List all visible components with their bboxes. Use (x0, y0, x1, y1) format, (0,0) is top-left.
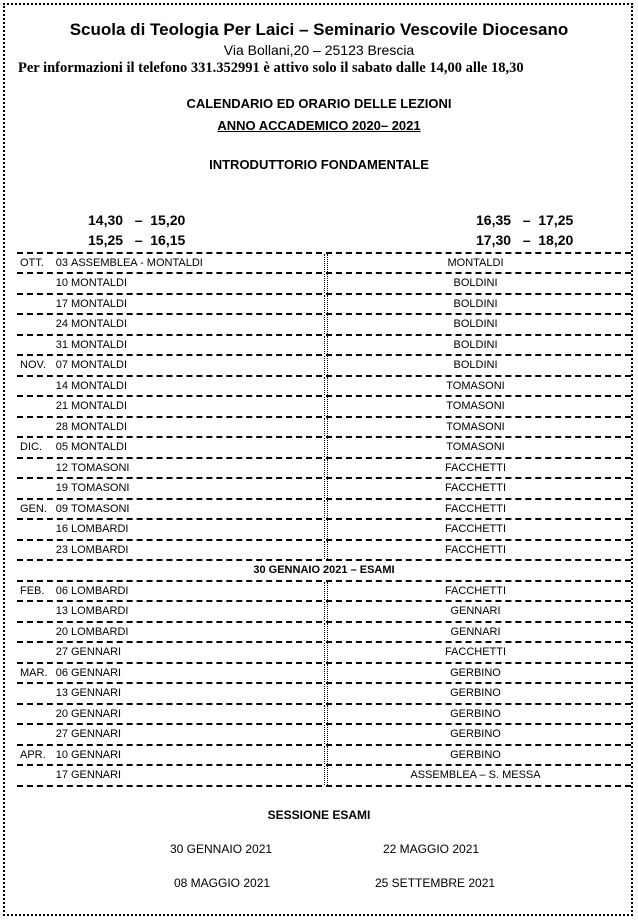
schedule-row (17, 459, 631, 480)
day-number: 10 (55, 748, 68, 761)
day-number: 17 (55, 297, 68, 310)
first-slot-teacher: MONTALDI (71, 338, 128, 351)
day-number: 10 (55, 277, 68, 289)
month-label: OTT. (20, 257, 44, 269)
day-number: 28 (55, 420, 68, 433)
day-number: 03 (55, 257, 68, 269)
month-label: APR. (20, 748, 46, 761)
second-slot-teacher: BOLDINI (453, 338, 498, 351)
first-slot-teacher: GENNARI (71, 687, 122, 699)
second-slot-teacher: TOMASONI (446, 420, 505, 433)
first-slot-teacher: MONTALDI (71, 359, 128, 371)
time-slot-right-2: 17,30 – 18,20 (476, 232, 574, 248)
schedule-row (17, 252, 631, 274)
exam-label: 30 GENNAIO 2021 – ESAMI (253, 564, 395, 576)
first-slot-teacher: LOMBARDI (71, 584, 129, 597)
exam-date: 25 SETTEMBRE 2021 (375, 876, 496, 890)
schedule-row (17, 500, 631, 521)
exam-session-title: SESSIONE ESAMI (267, 808, 371, 822)
month-label: DIC. (20, 441, 42, 453)
first-slot-teacher: MONTALDI (71, 318, 128, 330)
schedule-row (17, 418, 631, 439)
schedule-row (17, 295, 631, 316)
first-slot-teacher: GENNARI (71, 748, 122, 761)
academic-year-text: ANNO ACCADEMICO 2020– 2021 (217, 118, 421, 133)
schedule-row (17, 315, 631, 336)
second-slot-teacher: FACCHETTI (444, 461, 507, 474)
first-slot-teacher: GENNARI (71, 707, 122, 720)
schedule-row (17, 602, 631, 623)
day-number: 14 (55, 379, 68, 392)
second-slot-teacher: MONTALDI (447, 257, 504, 269)
first-slot-teacher: MONTALDI (71, 277, 128, 289)
schedule-row (17, 582, 631, 603)
day-number: 24 (55, 318, 68, 330)
day-number: 19 (55, 482, 68, 494)
schedule-row (17, 336, 631, 357)
second-slot-teacher: GENNARI (450, 605, 501, 617)
second-slot-teacher: FACCHETTI (444, 482, 507, 494)
schedule-row (17, 397, 631, 418)
second-slot-teacher: ASSEMBLEA – S. MESSA (410, 769, 541, 781)
schedule-row (17, 684, 631, 705)
schedule-row (17, 725, 631, 746)
day-number: 16 (55, 523, 68, 535)
schedule-row (17, 623, 631, 644)
day-number: 27 (55, 646, 68, 658)
second-slot-teacher: TOMASONI (446, 400, 505, 412)
second-slot-teacher: FACCHETTI (444, 523, 507, 535)
second-slot-teacher: GERBINO (450, 728, 501, 740)
first-slot-teacher: LOMBARDI (71, 625, 129, 638)
first-slot-teacher: GENNARI (71, 646, 122, 658)
day-number: 05 (55, 441, 68, 453)
first-slot-teacher: MONTALDI (71, 400, 128, 412)
day-number: 13 (55, 605, 68, 617)
day-number: 20 (55, 625, 68, 638)
first-slot-teacher: MONTALDI (71, 441, 128, 453)
day-number: 06 (55, 666, 68, 679)
info-line: Per informazioni il telefono 331.352991 è attivo solo il sabato dalle 14,00 alle 18,30 (18, 60, 524, 76)
second-slot-teacher: GERBINO (450, 687, 501, 699)
schedule-row (17, 664, 631, 685)
schedule-row (17, 766, 631, 787)
academic-year-title (0, 118, 638, 133)
day-number: 06 (55, 584, 68, 597)
time-slot-left-1: 14,30 – 15,20 (88, 212, 186, 228)
schedule-row (17, 274, 631, 295)
schedule-row (17, 438, 631, 459)
month-label: MAR. (20, 666, 48, 679)
first-slot-teacher: GENNARI (71, 666, 122, 679)
second-slot-teacher: BOLDINI (453, 277, 498, 289)
schedule-row (17, 520, 631, 541)
second-slot-teacher: FACCHETTI (444, 584, 507, 597)
schedule-row (17, 356, 631, 377)
calendar-title: CALENDARIO ED ORARIO DELLE LEZIONI (186, 96, 452, 111)
schedule-table (17, 252, 631, 787)
first-slot-teacher: GENNARI (71, 769, 122, 781)
month-label: FEB. (20, 584, 45, 597)
first-slot-teacher: TOMASONI (71, 461, 130, 474)
school-address: Via Bollani,20 – 25123 Brescia (223, 42, 415, 58)
second-slot-teacher: BOLDINI (453, 297, 498, 310)
first-slot-teacher: LOMBARDI (71, 523, 129, 535)
second-slot-teacher: FACCHETTI (444, 646, 507, 658)
first-slot-teacher: GENNARI (71, 728, 122, 740)
second-slot-teacher: GERBINO (450, 666, 501, 679)
school-name: Scuola di Teologia Per Laici – Seminario Vescovile Diocesano (69, 20, 569, 39)
exam-date: 08 MAGGIO 2021 (174, 876, 271, 890)
second-slot-teacher: TOMASONI (446, 441, 505, 453)
second-slot-teacher: BOLDINI (453, 359, 498, 371)
month-label: GEN. (20, 502, 47, 515)
day-number: 17 (55, 769, 68, 781)
schedule-row (17, 479, 631, 500)
schedule-row (17, 643, 631, 664)
day-number: 27 (55, 728, 68, 740)
day-number: 13 (55, 687, 68, 699)
time-slot-left-2: 15,25 – 16,15 (88, 232, 186, 248)
second-slot-teacher: FACCHETTI (444, 502, 507, 515)
schedule-row (17, 377, 631, 398)
day-number: 20 (55, 707, 68, 720)
first-slot-teacher: TOMASONI (71, 502, 130, 515)
first-slot-teacher: LOMBARDI (71, 605, 129, 617)
schedule-row (17, 705, 631, 726)
day-number: 07 (55, 359, 68, 371)
exam-date: 30 GENNAIO 2021 (170, 842, 273, 856)
second-slot-teacher: BOLDINI (453, 318, 498, 330)
day-number: 09 (55, 502, 68, 515)
first-slot-teacher: MONTALDI (71, 420, 128, 433)
schedule-row (17, 541, 631, 562)
exam-date: 22 MAGGIO 2021 (383, 842, 480, 856)
exam-row (17, 561, 631, 582)
second-slot-teacher: GERBINO (450, 707, 501, 720)
first-slot-teacher: MONTALDI (71, 297, 128, 310)
first-slot-teacher: LOMBARDI (71, 543, 129, 556)
second-slot-teacher: GERBINO (450, 748, 501, 761)
second-slot-teacher: GENNARI (450, 625, 501, 638)
course-title: INTRODUTTORIO FONDAMENTALE (209, 157, 429, 172)
second-slot-teacher: TOMASONI (446, 379, 505, 392)
second-slot-teacher: FACCHETTI (444, 543, 507, 556)
month-label: NOV. (20, 359, 46, 371)
first-slot-teacher: MONTALDI (71, 379, 128, 392)
time-slot-right-1: 16,35 – 17,25 (476, 212, 574, 228)
day-number: 12 (55, 461, 68, 474)
day-number: 31 (55, 338, 68, 351)
day-number: 21 (55, 400, 68, 412)
first-slot-teacher: ASSEMBLEA - MONTALDI (71, 257, 203, 269)
day-number: 23 (55, 543, 68, 556)
schedule-row (17, 746, 631, 767)
first-slot-teacher: TOMASONI (71, 482, 130, 494)
